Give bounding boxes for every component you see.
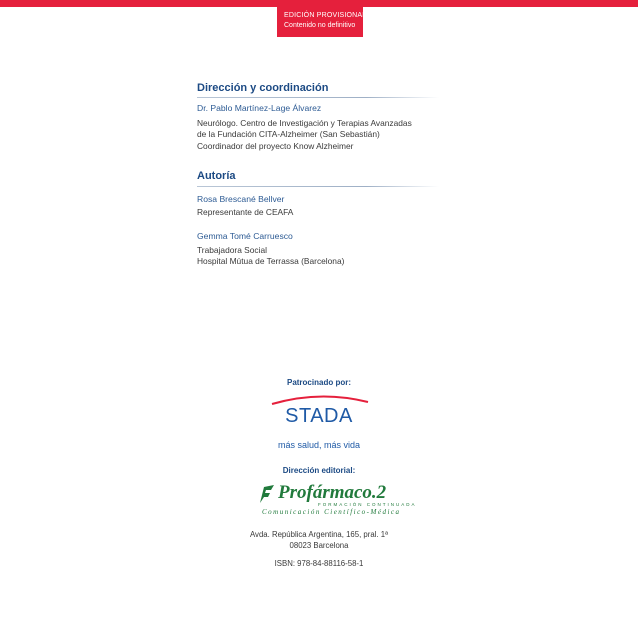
author-2-line-1: Trabajadora Social xyxy=(197,245,267,255)
autoria-title: Autoría xyxy=(197,170,236,182)
director-role-line-2: de la Fundación CITA-Alzheimer (San Sebastián) xyxy=(197,129,380,139)
profarmaco-logo xyxy=(258,482,417,522)
direccion-divider xyxy=(197,97,439,98)
provisional-edition-banner xyxy=(277,0,367,37)
banner-line-2: Contenido no definitivo xyxy=(284,22,356,29)
direccion-title: Dirección y coordinación xyxy=(197,82,329,94)
director-name: Dr. Pablo Martínez-Lage Álvarez xyxy=(197,103,322,113)
stada-tagline: más salud, más vida xyxy=(277,440,361,450)
autoria-divider xyxy=(197,186,439,187)
address-line-1: Avda. República Argentina, 165, pral. 1ª xyxy=(250,530,388,539)
profarmaco-subtitle: FORMACIÓN CONTINUADA xyxy=(318,502,417,507)
leaf-icon xyxy=(258,484,276,504)
author-name-2: Gemma Tomé Carruesco xyxy=(197,231,293,241)
author-2-line-2: Hospital Mútua de Terrassa (Barcelona) xyxy=(197,256,345,266)
director-role-line-1: Neurólogo. Centro de Investigación y Terapias Avanzadas xyxy=(197,118,412,128)
isbn: ISBN: 978-84-88116-58-1 xyxy=(274,559,364,568)
stada-logo: STADA xyxy=(285,405,353,427)
profarmaco-name: Profármaco.2 xyxy=(278,482,387,503)
banner-line-1: EDICIÓN PROVISIONAL xyxy=(284,12,367,19)
author-1-line-1: Representante de CEAFA xyxy=(197,207,294,217)
editorial-label: Dirección editorial: xyxy=(282,466,356,475)
profarmaco-tagline: Comunicación Científico-Médica xyxy=(262,508,401,516)
address-line-2: 08023 Barcelona xyxy=(289,541,349,550)
director-role-line-3: Coordinador del proyecto Know Alzheimer xyxy=(197,141,354,151)
author-name-1: Rosa Brescané Bellver xyxy=(197,194,285,204)
sponsor-label: Patrocinado por: xyxy=(286,378,351,387)
